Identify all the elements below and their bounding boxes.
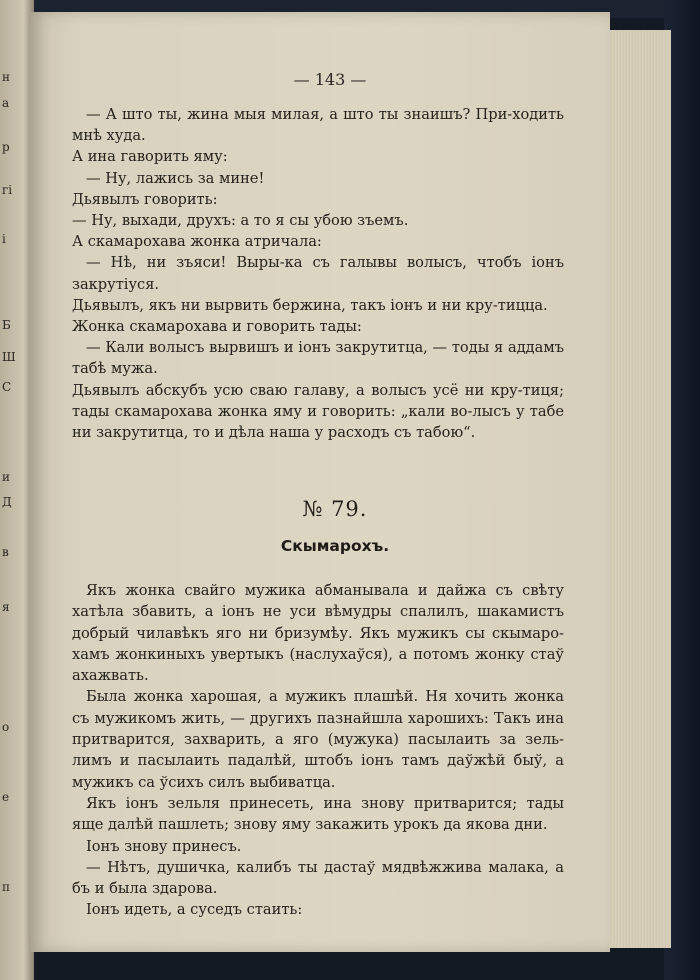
left-page-fragment: і [2, 232, 6, 246]
paragraph: — А што ты, жина мыя милая, а што ты знаишъ? При-ходить мнѣ худа. [72, 106, 564, 145]
left-page-fragment: е [2, 790, 10, 804]
paragraph: Дьявылъ говорить: [72, 190, 218, 208]
paragraph: Якъ іонъ зельля принесеть, ина знову притварится; тады яще далѣй пашлеть; знову яму закажить урокъ да якова дни. [72, 794, 564, 834]
story-body [72, 580, 564, 921]
paragraph: — Нѣ, ни зъяси! Выры-ка съ галывы волысъ, чтобъ іонъ закрутіуся. [72, 254, 564, 293]
left-page-fragment: Ш [2, 350, 16, 364]
paragraph: А ина гаворить яму: [72, 148, 228, 166]
left-page-fragment: Б [2, 318, 11, 332]
left-page-fragment: С [2, 380, 12, 394]
page-number: — 143 — [293, 70, 367, 89]
paragraph: — Кали волысъ вырвишъ и іонъ закрутитца, — тоды я аддамъ табѣ мужа. [72, 339, 564, 378]
story-number: № 79. [302, 497, 368, 521]
left-page-fragment: а [2, 96, 10, 110]
left-page-fragment: и [2, 470, 10, 484]
story-title: Скымарохъ. [280, 537, 390, 555]
paragraph: — Нѣтъ, душичка, калибъ ты дастаў мядвѣжжива малака, а бъ и была здарова. [72, 858, 564, 898]
paragraph: Якъ жонка свайго мужика абманывала и дайжа съ свѣту хатѣла збавить, а іонъ не уси вѣмудры спалилъ, шакамистъ добрый чилавѣкъ яго ни бризумѣу. Якъ мужикъ сы скымаро-хамъ жонкиныхъ увертыкъ (наслухаўся), а потомъ жонку стаў ахажвать. [72, 582, 564, 685]
left-page-fragment: Д [2, 495, 12, 509]
dialogue-block [72, 104, 564, 443]
paragraph: Жонка скамарохава и говорить тады: [72, 318, 362, 336]
paragraph: Была жонка харошая, а мужикъ плашѣй. Ня хочить жонка съ мужикомъ жить, — другихъ пазнайшла харошихъ: Такъ ина притварится, захварить, а яго (мужука) пасылаить за зель-лимъ и пасылаить падалѣй, штобъ іонъ тамъ даўжѣй быў, а мужикъ са ўсихъ силъ выбиватца. [72, 688, 564, 791]
book-page [30, 12, 610, 952]
left-page-fragment: п [2, 880, 10, 894]
left-page-fragment: в [2, 545, 9, 559]
paragraph: Дьявылъ абскубъ усю сваю галаву, а волысъ усё ни кру-тиця; тады скамарохава жонка яму и говорить: „кали во-лысъ у табе ни закрутитца, то и дѣла наша у расходъ съ табою“. [72, 381, 564, 442]
paragraph: — Ну, лажись за мине! [86, 169, 265, 187]
paragraph: А скамарохава жонка атричала: [72, 233, 322, 251]
left-page-fragment: р [2, 140, 10, 154]
left-page-edge [0, 0, 34, 980]
paragraph: — Ну, выхади, друхъ: а то я сы убою зъемъ. [72, 212, 409, 230]
left-page-fragment: гі [2, 183, 13, 197]
paragraph: Іонъ идеть, а суседъ стаить: [86, 901, 303, 919]
paragraph: Іонъ знову принесъ. [86, 837, 242, 855]
paragraph: Дьявылъ, якъ ни вырвить бержина, такъ іонъ и ни кру-тицца. [72, 296, 548, 314]
page-stack-edge [600, 30, 671, 948]
left-page-fragment: о [2, 720, 10, 734]
left-page-fragment: я [2, 600, 10, 614]
left-page-fragment: н [2, 70, 10, 84]
